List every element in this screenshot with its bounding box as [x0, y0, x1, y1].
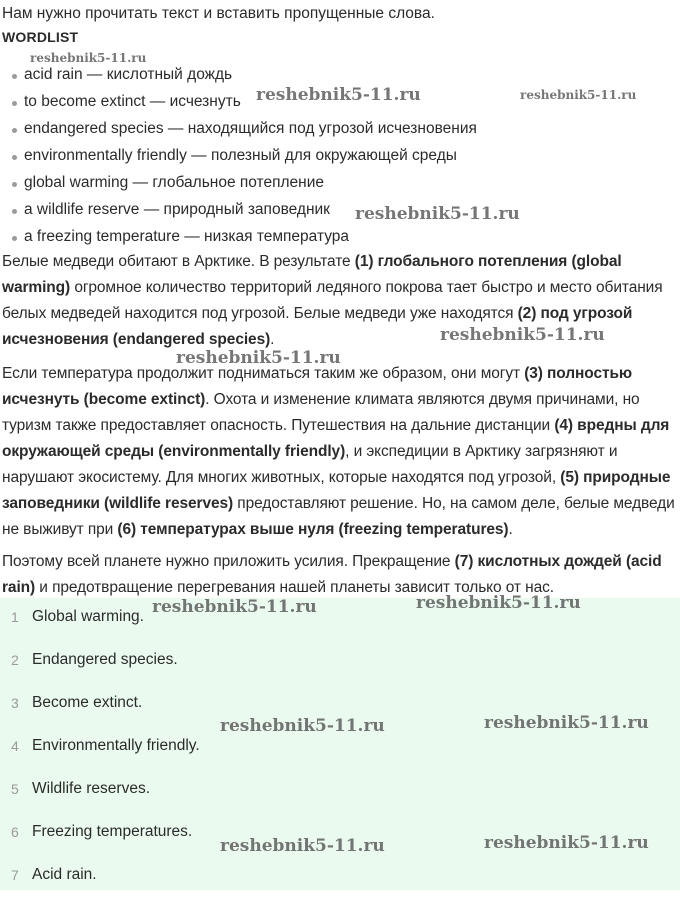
- intro-text: Нам нужно прочитать текст и вставить пропущенные слова.: [2, 5, 435, 22]
- answer-highlight-6: (6) температурах выше нуля (freezing temperatures): [117, 521, 509, 538]
- wordlist-item: a wildlife reserve — природный заповедник: [0, 199, 477, 226]
- watermark: reshebnik5-11.ru: [256, 85, 421, 105]
- answer-highlight-1: (1) глобального потепления (global warming): [2, 253, 622, 296]
- paragraph-2: Если температура продолжит подниматься таким же образом, они могут (3) полностью исчезнуть (become extinct). Охота и изменение климата являются двумя причинами, но туризм также предоставляет опасность. Путешествия на дальние дистанции (4) вредны для окружающей среды (environmentally friendly), и экспедиции в Арктику загрязняют и нарушают экосистему. Для многих животных, которые находятся под угрозой, (5) природные заповедники (wildlife reserves) предоставляют решение. Но, на самом деле, белые медведи не выживут при (6) температурах выше нуля (freezing temperatures).: [2, 365, 675, 538]
- watermark: reshebnik5-11.ru: [152, 597, 317, 617]
- watermark: reshebnik5-11.ru: [416, 593, 581, 613]
- watermark: reshebnik5-11.ru: [484, 713, 649, 733]
- answer-highlight-4: (4) вредны для окружающей среды (environmentally friendly): [2, 417, 670, 460]
- paragraph-1: Белые медведи обитают в Арктике. В результате (1) глобального потепления (global warming) огромное количество территорий ледяного покрова тает быстро и место обитания белых медведей находится под угрозой. Белые медведи уже находятся (2) под угрозой исчезновения (endangered species).: [2, 253, 663, 348]
- answer-highlight-3: (3) полностью исчезнуть (become extinct): [2, 365, 633, 408]
- watermark: reshebnik5-11.ru: [220, 716, 385, 736]
- bullet-icon: [12, 182, 17, 187]
- answer-highlight-7: (7) кислотных дождей (acid rain): [2, 553, 662, 596]
- wordlist-item: to become extinct — исчезнуть: [0, 91, 477, 118]
- watermark: reshebnik5-11.ru: [176, 348, 341, 368]
- wordlist-item: acid rain — кислотный дождь: [0, 64, 477, 91]
- bullet-icon: [12, 155, 17, 160]
- watermark: reshebnik5-11.ru: [220, 836, 385, 856]
- watermark: reshebnik5-11.ru: [30, 51, 147, 65]
- bullet-icon: [12, 209, 17, 214]
- bullet-icon: [12, 128, 17, 133]
- answer-highlight-5: (5) природные заповедники (wildlife reserves): [2, 469, 671, 512]
- wordlist-item: a freezing temperature — низкая температура: [0, 226, 477, 253]
- wordlist-item: global warming — глобальное потепление: [0, 172, 477, 199]
- bullet-icon: [12, 74, 17, 79]
- watermark: reshebnik5-11.ru: [355, 204, 520, 224]
- answer-list: 1 Global warming. 2 Endangered species. 3 Become extinct. 4 Environmentally friendly. 5 Wildlife reserves. 6 Freezing temperatures. 7 Acid rain.: [0, 598, 680, 890]
- watermark: reshebnik5-11.ru: [520, 88, 637, 102]
- wordlist: [0, 64, 477, 253]
- wordlist-item: endangered species — находящийся под угрозой исчезновения: [0, 118, 477, 145]
- answer-highlight-2: (2) под угрозой исчезновения (endangered species): [2, 305, 633, 348]
- wordlist-title: WORDLIST: [2, 29, 79, 45]
- wordlist-item: environmentally friendly — полезный для окружающей среды: [0, 145, 477, 172]
- watermark: reshebnik5-11.ru: [440, 325, 605, 345]
- bullet-icon: [12, 236, 17, 241]
- watermark: reshebnik5-11.ru: [484, 833, 649, 853]
- bullet-icon: [12, 101, 17, 106]
- paragraph-3: Поэтому всей планете нужно приложить усилия. Прекращение (7) кислотных дождей (acid rain) и предотвращение перегревания нашей планеты зависит только от нас.: [2, 553, 662, 596]
